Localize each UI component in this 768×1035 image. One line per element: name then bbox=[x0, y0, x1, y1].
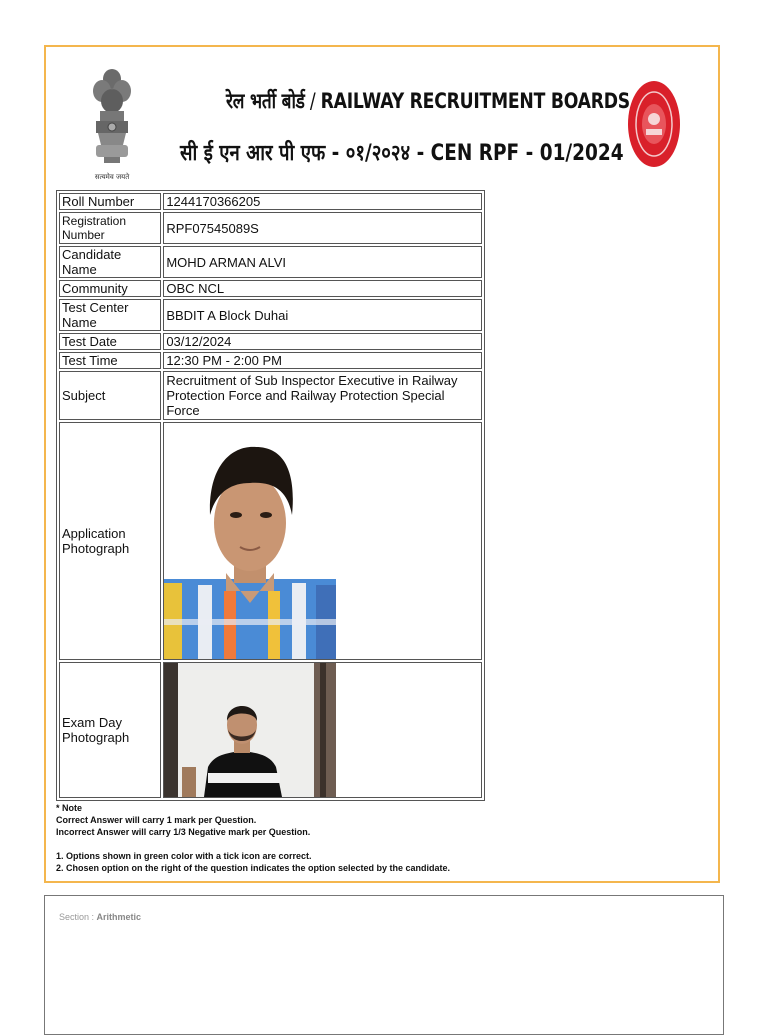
row-test-date bbox=[59, 333, 482, 350]
candidate-info-table bbox=[56, 190, 485, 801]
title-separator: / bbox=[304, 89, 321, 113]
note-gap bbox=[56, 838, 450, 850]
note-line-2: Incorrect Answer will carry 1/3 Negative mark per Question. bbox=[56, 827, 311, 837]
label-exam-photo: Exam Day Photograph bbox=[59, 662, 161, 798]
row-roll-number bbox=[59, 193, 482, 210]
exam-day-photograph bbox=[164, 663, 336, 797]
label-registration-number: Registration Number bbox=[59, 212, 161, 244]
label-test-center: Test Center Name bbox=[59, 299, 161, 331]
section-panel bbox=[44, 895, 724, 1035]
emblem-motto: सत्यमेव जयते bbox=[94, 173, 130, 181]
value-test-center: BBDIT A Block Duhai bbox=[163, 299, 482, 331]
section-prefix: Section : bbox=[59, 912, 97, 922]
page-title bbox=[226, 87, 630, 115]
section-name: Arithmetic bbox=[96, 912, 142, 922]
row-candidate-name bbox=[59, 246, 482, 278]
label-community: Community bbox=[59, 280, 161, 297]
notes bbox=[56, 802, 450, 874]
subtitle-hindi: सी ई एन आर पी एफ - ०१/२०२४ bbox=[180, 141, 411, 166]
header bbox=[46, 47, 718, 189]
title-hindi: रेल भर्ती बोर्ड bbox=[226, 89, 305, 113]
application-photo-cell bbox=[163, 422, 482, 660]
note-line-1: Correct Answer will carry 1 mark per Question. bbox=[56, 815, 257, 825]
label-roll-number: Roll Number bbox=[59, 193, 161, 210]
label-subject: Subject bbox=[59, 371, 161, 420]
note-line-4: 2. Chosen option on the right of the question indicates the option selected by the candidate. bbox=[56, 863, 451, 873]
value-roll-number: 1244170366205 bbox=[163, 193, 482, 210]
label-candidate-name: Candidate Name bbox=[59, 246, 161, 278]
subtitle-english: CEN RPF - 01/2024 bbox=[430, 141, 624, 166]
note-line-3: 1. Options shown in green color with a tick icon are correct. bbox=[56, 851, 312, 861]
exam-photo-cell bbox=[163, 662, 482, 798]
value-test-time: 12:30 PM - 2:00 PM bbox=[163, 352, 482, 369]
value-candidate-name: MOHD ARMAN ALVI bbox=[163, 246, 482, 278]
row-community bbox=[59, 280, 482, 297]
value-community: OBC NCL bbox=[163, 280, 482, 297]
row-registration-number bbox=[59, 212, 482, 244]
page-subtitle bbox=[180, 137, 624, 167]
row-subject bbox=[59, 371, 482, 420]
row-application-photo bbox=[59, 422, 482, 660]
row-test-center bbox=[59, 299, 482, 331]
label-test-time: Test Time bbox=[59, 352, 161, 369]
national-emblem-icon bbox=[90, 65, 134, 183]
label-application-photo: Application Photograph bbox=[59, 422, 161, 660]
response-sheet-card bbox=[44, 45, 720, 883]
indian-railways-logo-icon bbox=[626, 79, 682, 169]
note-heading: * Note bbox=[56, 803, 83, 813]
row-exam-photo bbox=[59, 662, 482, 798]
section-label bbox=[59, 912, 141, 922]
value-registration-number: RPF07545089S bbox=[163, 212, 482, 244]
application-photograph bbox=[164, 423, 336, 659]
value-test-date: 03/12/2024 bbox=[163, 333, 482, 350]
label-test-date: Test Date bbox=[59, 333, 161, 350]
row-test-time bbox=[59, 352, 482, 369]
subtitle-separator: - bbox=[410, 141, 431, 166]
value-subject: Recruitment of Sub Inspector Executive in Railway Protection Force and Railway Protection Special Force bbox=[163, 371, 482, 420]
title-english: RAILWAY RECRUITMENT BOARDS bbox=[320, 89, 630, 113]
